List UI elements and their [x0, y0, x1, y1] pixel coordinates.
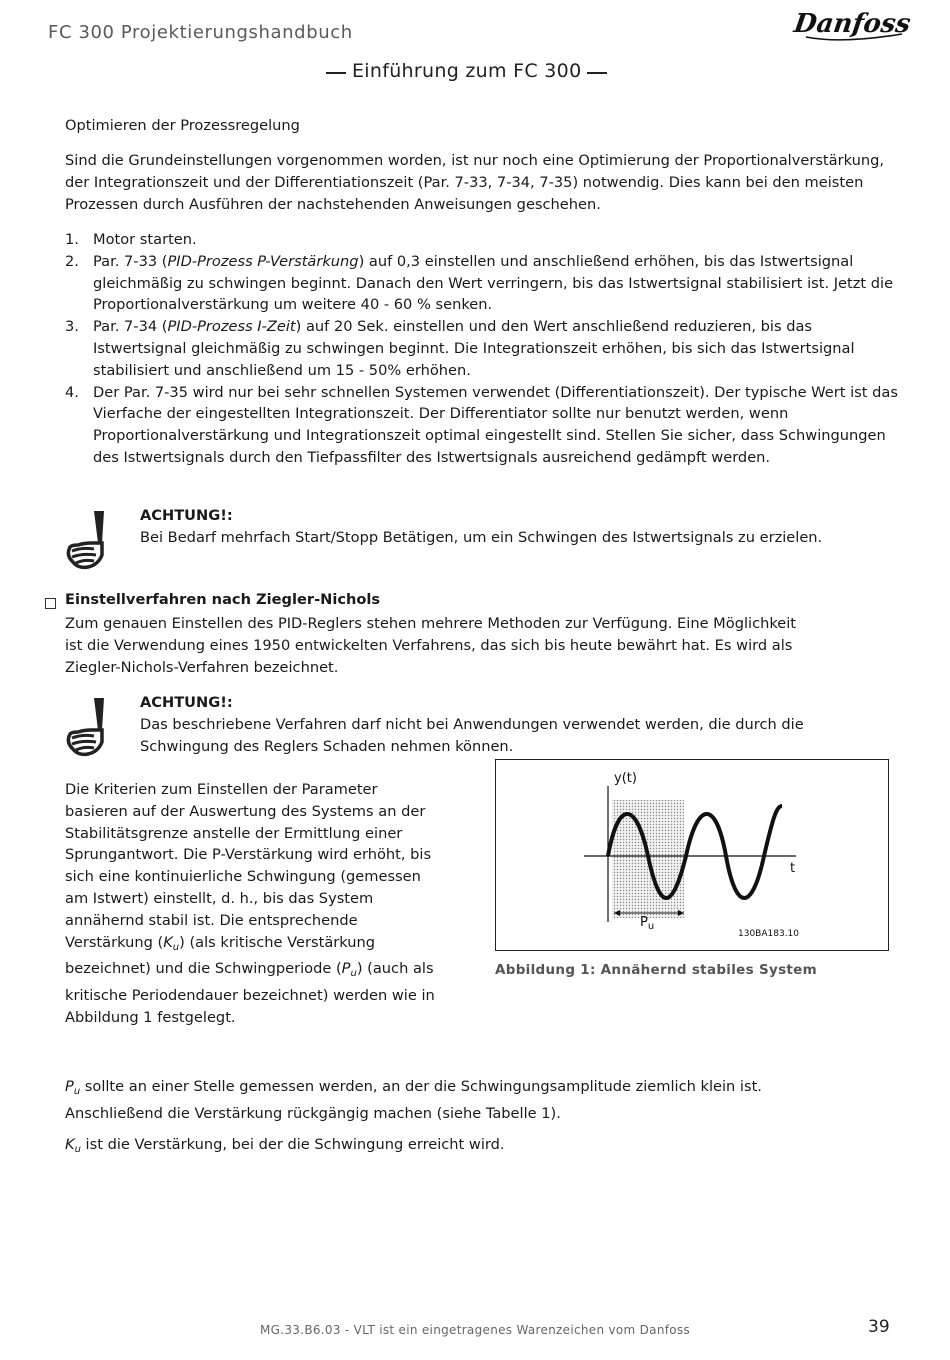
list-text: ) auf 20 Sek. einstellen und den Wert anschließend reduzieren, bis das Istwertsignal gleichmäßig zu schwingen beginnt. Die Integrationszeit erhöhen, bis sich das Istwertsignal stabilisiert und anschließend um 15 - 50% erhöhen. — [93, 318, 855, 379]
zn-paragraph: Zum genauen Einstellen des PID-Reglers stehen mehrere Methoden zur Verfügung. Eine Möglichkeit ist die Verwendung eines 1950 entwickelten Verfahrens, das sich bis heute bewährt hat. Es wird als Ziegler-Nichols-Verfahren bezeichnet. — [65, 615, 797, 676]
parameter-name: PID-Prozess P-Verstärkung — [167, 252, 359, 270]
section-title-text: Einführung zum FC 300 — [352, 60, 582, 82]
page-number: 39 — [868, 1317, 890, 1337]
list-number: 2. — [65, 252, 79, 270]
note-2-text: Das beschriebene Verfahren darf nicht bei Anwendungen verwendet werden, die durch die Schwingung des Reglers Schaden nehmen können. — [140, 715, 804, 755]
intro-paragraph: Sind die Grundeinstellungen vorgenommen worden, ist nur noch eine Optimierung der Proportionalverstärkung, der Integrationszeit und der Differentiationszeit (Par. 7-33, 7-34, 7-35) notwendig. Dies kann bei den meisten Prozessen durch Ausführen der nachstehenden Anweisungen geschehen. — [65, 152, 884, 213]
list-text: Par. 7-34 ( — [93, 318, 168, 336]
pu-paragraph: $P_u$ sollte an einer Stelle gemessen werden, an der die Schwingungsamplitude ziemlich klein ist. Anschließend die Verstärkung rückgängig machen (siehe Tabelle 1). — [65, 1078, 762, 1122]
criteria-paragraph: Die Kriterien zum Einstellen der Parameter basieren auf der Auswertung des Systems an der Stabilitätsgrenze anstelle der Ermittlung einer Sprungantwort. Die P-Verstärkung wird erhöht, bis sich eine kontinuierliche Schwingung (gemessen am Istwert) einstellt, d. h., bis das System annähernd stabil ist. Die entsprechende Verstärkung $(K_u)$ (als kritische Verstärkung bezeichnet) und die Schwingperiode $(P_u)$ (auch als kritische Periodendauer bezeichnet) werden wie in Abbildung 1 festgelegt. — [65, 781, 435, 1026]
y-axis-label: y(t) — [614, 771, 637, 786]
list-item — [65, 316, 905, 381]
list-number: 4. — [65, 383, 79, 401]
x-axis-label: t — [790, 861, 796, 876]
intro-heading: Optimieren der Prozessregelung — [65, 117, 300, 134]
figure-code: 130BA183.10 — [738, 929, 800, 939]
list-item — [65, 229, 905, 251]
steps-list — [65, 229, 905, 469]
list-text: Par. 7-33 ( — [93, 252, 168, 270]
list-item — [65, 382, 905, 469]
oscillation-diagram — [496, 760, 888, 950]
note-1 — [140, 505, 900, 549]
list-number: 3. — [65, 318, 79, 336]
parameter-name: PID-Prozess I-Zeit — [167, 318, 296, 336]
warning-hand-icon — [64, 694, 112, 760]
document-title: FC 300 Projektierungshandbuch — [48, 22, 353, 43]
list-text: ) auf 0,3 einstellen und anschließend erhöhen, bis das Istwertsignal gleichmäßig zu schwingen beginnt. Danach den Wert verringern, bis das Istwertsignal stabilisiert ist. Jetzt die Proportionalverstärkung um weitere 40 - 60 % senken. — [93, 252, 894, 314]
list-text: Der Par. 7-35 wird nur bei sehr schnellen Systemen verwendet (Differentiationszeit). Der typische Wert ist das Vierfache der eingestellten Integrationszeit. Der Differentiator sollte nur benutzt werden, wenn Proportionalverstärkung und Integrationszeit optimal eingestellt sind. Stellen Sie sicher, dass Schwingungen des Istwertsignals durch den Tiefpassfilter des Istwertsignals ausreichend gedämpft werden. — [93, 383, 898, 466]
section-title — [320, 60, 613, 82]
list-text: Motor starten. — [93, 231, 197, 248]
footer-text: MG.33.B6.03 - VLT ist ein eingetragenes Warenzeichen vom Danfoss — [259, 1323, 690, 1337]
warning-hand-icon — [64, 507, 112, 573]
checkbox-icon — [45, 598, 56, 609]
period-label: $P_u$ — [640, 915, 655, 932]
list-number: 1. — [65, 231, 79, 248]
danfoss-logo-text: Danfoss — [792, 8, 913, 39]
zn-heading: Einstellverfahren nach Ziegler-Nichols — [65, 591, 381, 608]
ku-paragraph: $K_u$ ist die Verstärkung, bei der die Schwingung erreicht wird. — [65, 1136, 505, 1155]
figure-frame — [495, 759, 889, 951]
figure-caption: Abbildung 1: Annähernd stabiles System — [495, 962, 817, 978]
note-2 — [140, 692, 830, 757]
danfoss-logo — [792, 4, 913, 44]
list-item — [65, 251, 905, 316]
note-1-text: Bei Bedarf mehrfach Start/Stopp Betätigen, um ein Schwingen des Istwertsignals zu erzielen. — [140, 528, 823, 546]
note-1-title: ACHTUNG!: — [140, 507, 233, 524]
note-2-title: ACHTUNG!: — [140, 694, 233, 711]
